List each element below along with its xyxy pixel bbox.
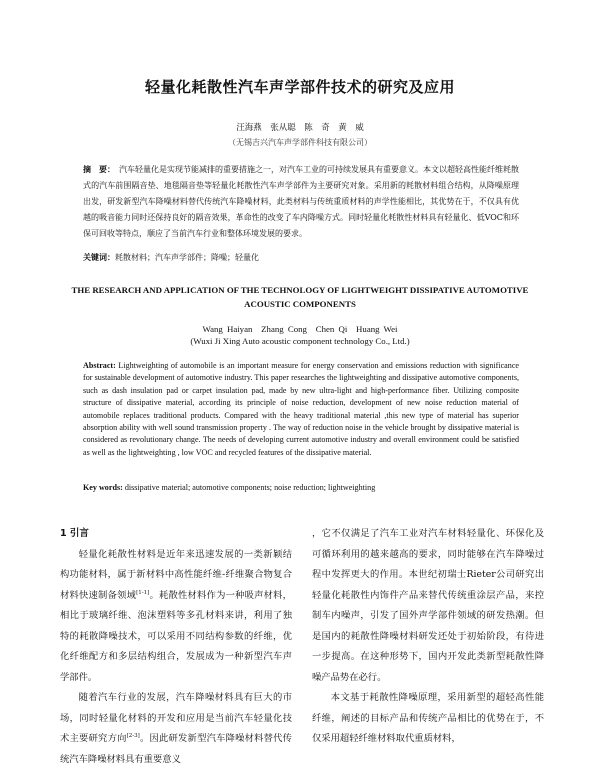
abstract-english: [83, 360, 519, 459]
paragraph-text: 。因此研发新型汽车降噪材料替代传统汽车降噪材料具有重要意义: [60, 733, 292, 765]
abstract-label: 摘 要：: [83, 165, 115, 174]
keywords-label: 关键词：: [83, 253, 115, 262]
paper-title: 轻量化耗散性汽车声学部件技术的研究及应用: [144, 78, 455, 96]
citation: [1-1]: [136, 589, 150, 596]
paragraph-text: 轻量化耗散性材料是近年来迅速发展的一类新颖结构功能材料，属于新材料中高性能纤维-纤维聚合物复合材料快速制备领域: [60, 548, 292, 601]
abstract-text: 汽车轻量化是实现节能减排的重要措施之一，对汽车工业的可持续发展具有重要意义。本文以超轻高性能纤维耗散式的汽车前围隔音垫、地毯隔音垫等轻量化耗散性汽车声学部件为主要研究对象。采用新的耗散材料组合结构，从降噪原理出发，研发新型汽车降噪材料替代传统汽车降噪材料，此类材料与传统重质材料的声学性能相比，其优势在于，不仅具有优越的吸音能力同时还保持良好的隔音效果，革命性的改变了车内降噪方式。同时轻量化耗散性材料具有轻量化、低VOC和环保可回收等特点，顺应了当前汽车行业和整体环境发展的要求。: [83, 165, 519, 238]
keywords-text: 耗散材料；汽车声学部件；降噪；轻量化: [115, 253, 259, 262]
body-paragraph-continued: [312, 524, 544, 688]
abstract-english-label: Abstract:: [83, 361, 116, 370]
keywords-chinese: [83, 252, 519, 263]
citation: [2-3]: [126, 732, 140, 739]
paragraph-text: 。耗散性材料作为一种吸声材料，相比于玻璃纤维、泡沫塑料等多孔材料来讲，利用了独特的耗散降噪技术，可以采用不同结构参数的纤维，优化纤维配方和多层结构组合，发展成为一种新型汽车声学部件。: [60, 589, 292, 683]
paragraph-text: 随着汽车行业的发展，汽车降噪材料具有巨大的市场，同时轻量化材料的开发和应用是当前汽车轻量化技术主要研究方向: [60, 692, 292, 744]
body-paragraph: 本文基于耗散性降噪原理，采用新型的超轻高性能纤维，阐述的目标产品和传统产品相比的优势在于，不仅采用超轻纤维材料取代重质材料，: [312, 692, 544, 744]
section-heading: 1 引言: [60, 528, 89, 539]
keywords-english-text: dissipative material; automotive components; noise reduction; lightweighting: [124, 483, 376, 492]
body-column-left: [60, 524, 292, 770]
abstract-english-text: Lightweighting of automobile is an important measure for energy conservation and emissions reduction with significance for sustainable development of automotive industry. This paper researches the lightweighting and dissipative automotive components, such as dash insulation pad or carpet insulation pad, made by new ultra-light and high-performance fiber. Utilizing composite structure of dissipative material, according its principle of noise reduction, development of new noise reduction material of automobile replaces traditional products. Compared with the heavy traditional material ,this new type of material has superior absorption ability with well sound transmission property . The way of reduction noise in the vehicle brought by dissipative material is considered as revolutionary change. The needs of developing current automotive industry and overall environment could be satisfied as well as the lightweighting , low VOC and recycled features of the dissipative material.: [83, 361, 519, 457]
body-paragraph: [60, 545, 292, 689]
paragraph-text: ，它不仅满足了汽车工业对汽车材料轻量化、环保化及可循环利用的越来越高的要求，同时能够在汽车降噪过程中发挥更大的作用。本世纪初瑞士Rieter公司研究出轻量化耗散性内饰件产品来替代传统重涂层产品，来控制车内噪声，引发了国外声学部件领域的研发热潮。但是国内的耗散性降噪材料研发还处于初始阶段，有待进一步提高。在这种形势下，国内开发此类新型耗散性降噪产品势在必行。: [312, 528, 544, 683]
body-column-right: [312, 524, 544, 750]
abstract-chinese: [83, 162, 519, 242]
author-list: 汪海燕 张从聪 陈 奇 黄 威: [236, 123, 364, 133]
body-paragraph: [60, 688, 292, 770]
author-list-english: Wang Haiyan Zhang Cong Chen Qi Huang Wei: [202, 324, 398, 334]
affiliation-english: (Wuxi Ji Xing Auto acoustic component technology Co., Ltd.): [190, 336, 410, 346]
keywords-english: [83, 483, 519, 492]
affiliation: （无锡吉兴汽车声学部件科技有限公司）: [228, 138, 372, 147]
paper-title-english: THE RESEARCH AND APPLICATION OF THE TECHNOLOGY OF LIGHTWEIGHT DISSIPATIVE AUTOMOTIVE ACOUSTIC COMPONENTS: [71, 285, 529, 309]
keywords-english-label: Key words:: [83, 483, 123, 492]
